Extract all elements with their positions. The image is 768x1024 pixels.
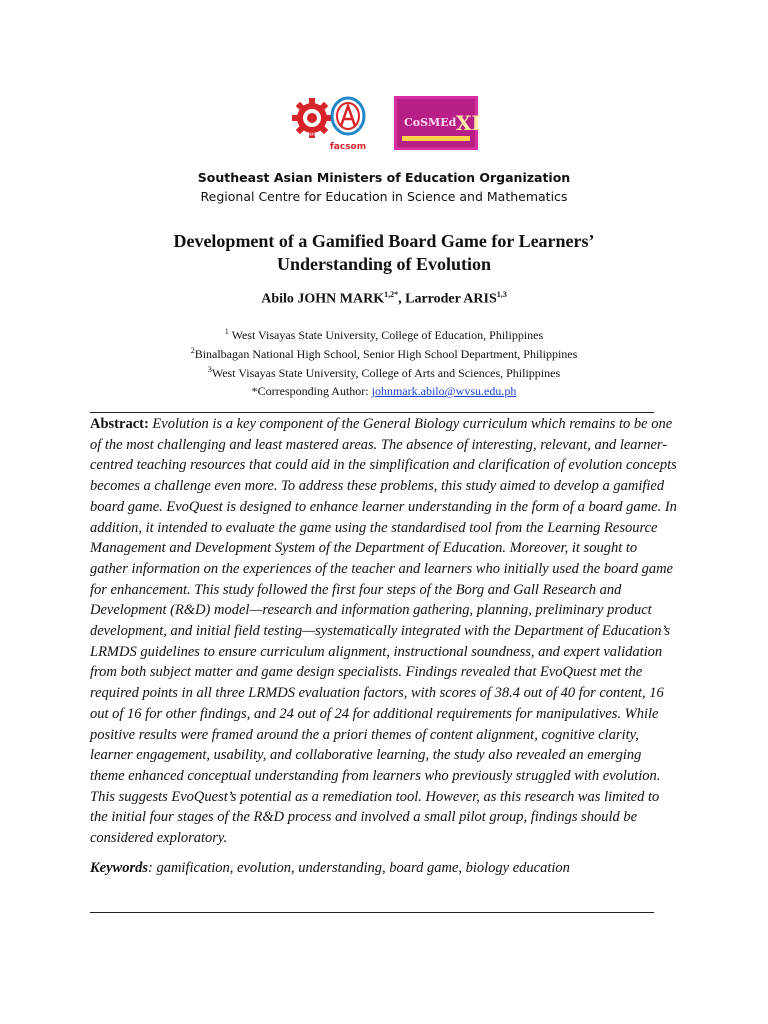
svg-text:XI: XI bbox=[456, 111, 481, 135]
svg-text:SEAMEO: SEAMEO bbox=[303, 132, 321, 137]
affiliation-text: Binalbagan National High School, Senior High School Department, Philippines bbox=[194, 347, 578, 361]
title-line-2: Understanding of Evolution bbox=[276, 254, 492, 274]
svg-text:CoSMEd: CoSMEd bbox=[404, 116, 457, 129]
abstract bbox=[90, 414, 678, 849]
seameo-logo bbox=[292, 98, 332, 138]
author-name: Abilo JOHN MARK bbox=[261, 291, 385, 307]
author-affiliation-marker: 1,2* bbox=[384, 290, 399, 299]
affiliation-item bbox=[0, 362, 768, 381]
affiliations bbox=[0, 324, 768, 381]
keywords-text: : gamification, evolution, understanding, board game, biology education bbox=[148, 860, 570, 876]
abstract-text: Evolution is a key component of the General Biology curriculum which remains to be one of the most challenging and least mastered areas. The absence of interesting, relevant, and learner-centred teaching resources that could aid in the simplification and clarification of evolution concepts becomes a challenge even more. To address these problems, this study aimed to develop a gamified board game. EvoQuest is designed to enhance learner understanding in the form of a board game. In addition, it intended to evaluate the game using the standardised tool from the Learning Resource Management and Development System of the Department of Education. Moreover, it sought to gather information on the experiences of the teacher and learners who initially used the board game for enhancement. This study followed the first four steps of the Borg and Gall Research and Development (R&D) model—research and information gathering, planning, preliminary product development, and initial field testing—systematically integrated with the Department of Education’s LRMDS guidelines to ensure curriculum alignment, instructional soundness, and expert validation from both subject matter and game design specialists. Findings revealed that EvoQuest met the required points in all three LRMDS evaluation factors, with scores of 38.4 out of 40 for content, 16 out of 16 for other findings, and 24 out of 24 for additional requirements for manipulatives. While positive results were framed around the a priori themes of content alignment, cognitive clarity, learner engagement, usability, and collaborative learning, the study also revealed an emerging theme enhanced conceptual understanding from learners who previously struggled with evolution. This suggests EvoQuest’s potential as a remediation tool. However, as this research was limited to the initial four stages of the R&D process and involved a small pilot group, findings should be considered exploratory. bbox=[90, 416, 677, 847]
facsom-logo bbox=[328, 96, 368, 154]
corresponding-email-link[interactable]: johnmark.abilo@wvsu.edu.ph bbox=[371, 384, 517, 398]
affiliation-text: West Visayas State University, College of Education, Philippines bbox=[228, 328, 544, 342]
header-logos bbox=[288, 94, 488, 156]
author-name: Larroder ARIS bbox=[405, 291, 497, 307]
affiliation-marker: 3 bbox=[207, 365, 212, 374]
organization-centre: Regional Centre for Education in Science and Mathematics bbox=[200, 189, 568, 204]
divider-bottom bbox=[90, 912, 654, 913]
author-list bbox=[0, 290, 768, 308]
corresponding-label: *Corresponding Author: bbox=[251, 384, 372, 398]
svg-text:facsom: facsom bbox=[329, 142, 367, 152]
affiliation-item bbox=[0, 343, 768, 362]
cosmed-logo bbox=[394, 96, 481, 150]
author-affiliation-marker: 1,3 bbox=[496, 290, 507, 299]
title-line-1: Development of a Gamified Board Game for Learners’ bbox=[173, 231, 595, 251]
divider-top bbox=[90, 412, 654, 413]
keywords bbox=[90, 860, 678, 877]
paper-title bbox=[0, 230, 768, 276]
affiliation-marker: 1 bbox=[224, 327, 229, 336]
affiliation-item bbox=[0, 324, 768, 343]
organization-name: Southeast Asian Ministers of Education Organization bbox=[197, 170, 571, 185]
abstract-label: Abstract: bbox=[90, 416, 149, 432]
affiliation-marker: 2 bbox=[190, 346, 195, 355]
affiliation-text: West Visayas State University, College of Arts and Sciences, Philippines bbox=[211, 366, 561, 380]
author-separator: , bbox=[398, 291, 406, 307]
keywords-label: Keywords bbox=[90, 860, 148, 876]
corresponding-author bbox=[0, 384, 768, 399]
